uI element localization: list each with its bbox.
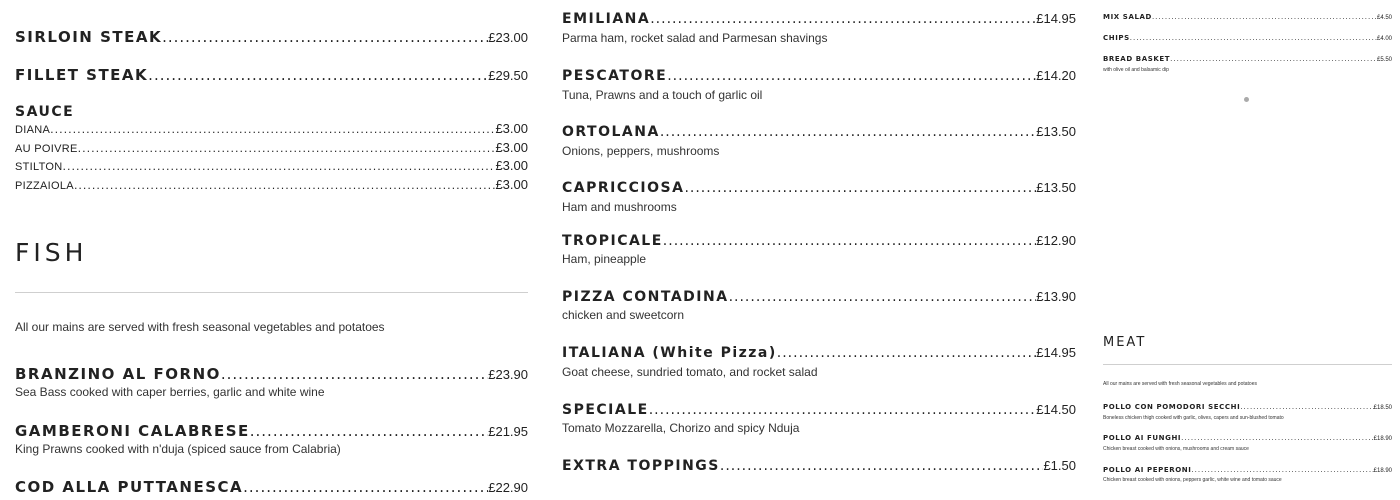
menu-item-branzino <box>15 365 528 383</box>
item-description: Boneless chicken thigh cooked with garlic, olives, capers and sun-blushed tomato <box>1103 415 1284 421</box>
item-description: Sea Bass cooked with caper berries, garlic and white wine <box>15 385 325 399</box>
menu-item-sirloin-steak <box>15 28 528 46</box>
decorative-dot <box>1244 97 1249 102</box>
side-item-mix-salad <box>1103 13 1392 21</box>
fish-note: All our mains are served with fresh seasonal vegetables and potatoes <box>15 320 385 334</box>
item-name: EXTRA TOPPINGS <box>562 458 720 474</box>
menu-item-gamberoni <box>15 422 528 440</box>
item-name: TROPICALE <box>562 233 663 249</box>
dot-leader <box>148 66 488 84</box>
item-description: Tomato Mozzarella, Chorizo and spicy Nduja <box>562 421 800 435</box>
dot-leader <box>777 345 1036 361</box>
item-name: PESCATORE <box>562 68 668 84</box>
item-description: Goat cheese, sundried tomato, and rocket salad <box>562 365 818 379</box>
dot-leader <box>1152 13 1377 21</box>
menu-item-extra-toppings <box>562 458 1076 474</box>
sauce-item-au-poivre <box>15 140 528 155</box>
dot-leader <box>78 142 496 155</box>
dot-leader <box>74 179 496 192</box>
menu-item-pescatore <box>562 68 1076 84</box>
item-name: POLLO AI FUNGHI <box>1103 434 1182 442</box>
item-price: £14.50 <box>1036 402 1076 417</box>
menu-item-fillet-steak <box>15 66 528 84</box>
item-name: GAMBERONI CALABRESE <box>15 422 250 440</box>
dot-leader <box>1191 466 1373 474</box>
item-price: £13.50 <box>1036 124 1076 139</box>
item-name: BRANZINO AL FORNO <box>15 365 221 383</box>
item-price: £3.00 <box>495 177 528 192</box>
item-price: £18.50 <box>1373 405 1392 411</box>
item-description: King Prawns cooked with n'duja (spiced sauce from Calabria) <box>15 442 341 456</box>
item-description: Tuna, Prawns and a touch of garlic oil <box>562 88 763 102</box>
item-price: £3.00 <box>495 158 528 173</box>
item-name: SPECIALE <box>562 402 649 418</box>
item-description: Parma ham, rocket salad and Parmesan shavings <box>562 31 828 45</box>
sauce-item-diana <box>15 121 528 136</box>
dot-leader <box>221 365 488 383</box>
menu-item-pizza-contadina <box>562 289 1076 305</box>
dot-leader <box>50 123 495 136</box>
dot-leader <box>684 180 1036 196</box>
dot-leader <box>663 233 1036 249</box>
item-description: with olive oil and balsamic dip <box>1103 67 1169 73</box>
fish-heading: FISH <box>15 238 88 267</box>
menu-item-cod-puttanesca <box>15 478 528 496</box>
menu-item-italiana <box>562 345 1076 361</box>
item-price: £29.50 <box>488 68 528 83</box>
item-description: Ham, pineapple <box>562 252 647 266</box>
item-name: CHIPS <box>1103 34 1130 42</box>
menu-item-ortolana <box>562 124 1076 140</box>
item-name: ORTOLANA <box>562 124 660 140</box>
item-description: chicken and sweetcorn <box>562 308 685 322</box>
dot-leader <box>667 68 1036 84</box>
dot-leader <box>660 124 1036 140</box>
item-description: Chicken breast cooked with onions, peppers garlic, white wine and tomato sauce <box>1103 477 1282 483</box>
item-price: £3.00 <box>495 121 528 136</box>
item-price: £12.90 <box>1036 233 1076 248</box>
item-price: £18.90 <box>1373 468 1392 474</box>
item-price: £1.50 <box>1043 458 1076 473</box>
sauce-heading: SAUCE <box>15 104 75 120</box>
dot-leader <box>1130 34 1377 42</box>
dot-leader <box>243 478 488 496</box>
item-name: AU POIVRE <box>15 143 78 155</box>
dot-leader <box>1170 55 1377 63</box>
item-description: Onions, peppers, mushrooms <box>562 144 720 158</box>
section-divider <box>1103 364 1392 365</box>
side-item-bread-basket <box>1103 55 1392 63</box>
item-price: £13.90 <box>1036 289 1076 304</box>
item-name: PIZZA CONTADINA <box>562 289 729 305</box>
item-description: Ham and mushrooms <box>562 200 677 214</box>
menu-item-emiliana <box>562 11 1076 27</box>
item-name: EMILIANA <box>562 11 651 27</box>
item-price: £5.50 <box>1376 57 1392 63</box>
item-description: Chicken breast cooked with onions, mushrooms and cream sauce <box>1103 446 1249 452</box>
item-name: FILLET STEAK <box>15 66 149 84</box>
item-name: MIX SALAD <box>1103 13 1152 21</box>
dot-leader <box>250 422 488 440</box>
item-price: £21.95 <box>488 424 528 439</box>
item-name: COD ALLA PUTTANESCA <box>15 478 244 496</box>
menu-item-capricciosa <box>562 180 1076 196</box>
dot-leader <box>162 28 488 46</box>
item-name: POLLO CON POMODORI SECCHI <box>1103 403 1241 411</box>
menu-item-speciale <box>562 402 1076 418</box>
item-price: £14.20 <box>1036 68 1076 83</box>
sides-meat-column <box>1103 0 1392 500</box>
dot-leader <box>63 160 496 173</box>
item-name: DIANA <box>15 124 51 136</box>
dot-leader <box>1240 403 1373 411</box>
item-price: £4.50 <box>1376 15 1392 21</box>
item-price: £3.00 <box>495 140 528 155</box>
meat-heading: MEAT <box>1103 335 1147 350</box>
dot-leader <box>1181 434 1374 442</box>
meat-item-pollo-pomodori <box>1103 403 1392 411</box>
item-price: £23.00 <box>488 30 528 45</box>
meat-item-pollo-funghi <box>1103 434 1392 442</box>
item-price: £22.90 <box>488 480 528 495</box>
item-name: POLLO AI PEPERONI <box>1103 466 1192 474</box>
item-name: STILTON <box>15 161 63 173</box>
side-item-chips <box>1103 34 1392 42</box>
dot-leader <box>720 458 1044 474</box>
menu-item-tropicale <box>562 233 1076 249</box>
item-name: PIZZAIOLA <box>15 180 74 192</box>
meat-note: All our mains are served with fresh seasonal vegetables and potatoes <box>1103 381 1257 387</box>
left-menu-column <box>15 0 528 500</box>
sauce-item-stilton <box>15 158 528 173</box>
item-price: £14.95 <box>1036 345 1076 360</box>
item-name: SIRLOIN STEAK <box>15 28 163 46</box>
item-name: CAPRICCIOSA <box>562 180 685 196</box>
item-price: £18.90 <box>1373 436 1392 442</box>
item-name: ITALIANA (White Pizza) <box>562 345 777 361</box>
meat-item-pollo-peperoni <box>1103 466 1392 474</box>
dot-leader <box>649 402 1037 418</box>
item-price: £4.00 <box>1376 36 1392 42</box>
pizza-menu-column <box>562 0 1076 500</box>
section-divider <box>15 292 528 293</box>
dot-leader <box>729 289 1037 305</box>
dot-leader <box>650 11 1036 27</box>
item-price: £13.50 <box>1036 180 1076 195</box>
sauce-item-pizzaiola <box>15 177 528 192</box>
item-name: BREAD BASKET <box>1103 55 1171 63</box>
item-price: £14.95 <box>1036 11 1076 26</box>
item-price: £23.90 <box>488 367 528 382</box>
